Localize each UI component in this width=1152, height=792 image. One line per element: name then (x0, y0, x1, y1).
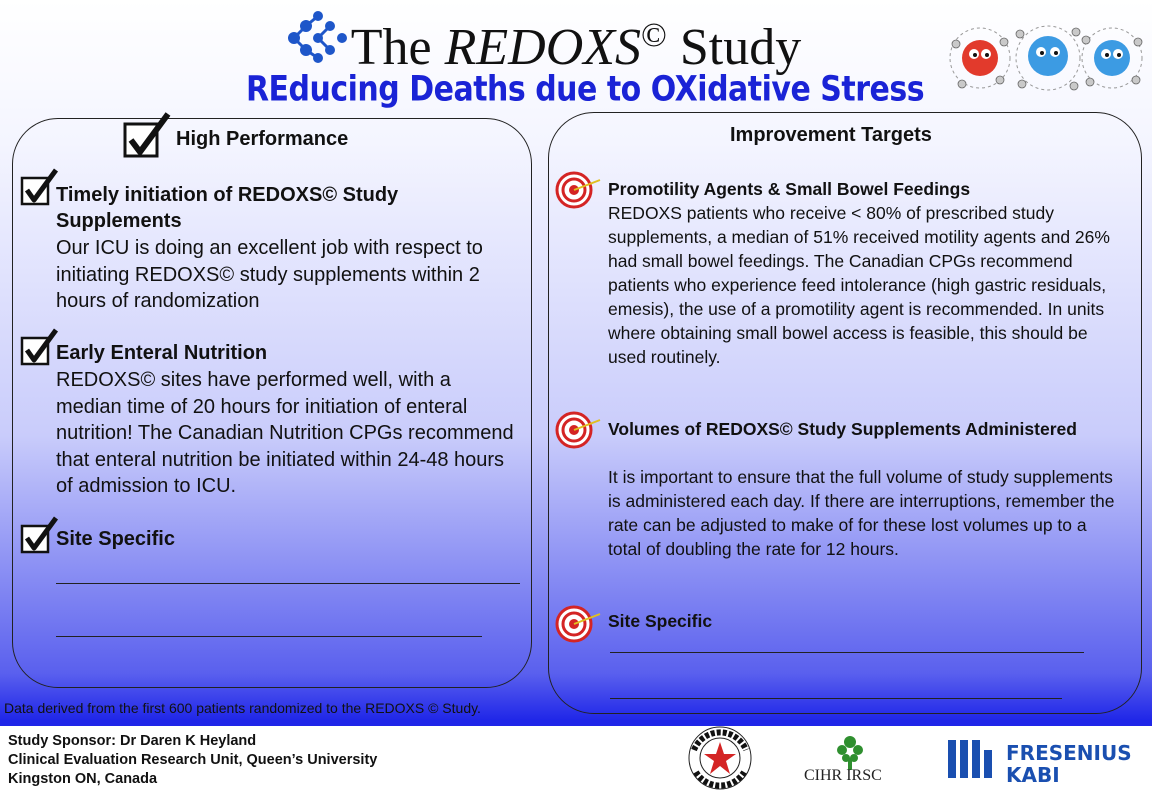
site-specific-title-right: Site Specific (608, 611, 713, 631)
cihr-logo (800, 730, 900, 792)
promotility-text: REDOXS patients who receive < 80% of prescribed study supplements, a median of 51% received motility agents and 26% had small bowel feedings. The Canadian CPGs recommend patients who experience feed intolerance (high gastric residuals, emesis), the use of a promotility agent is recommended. In units where obtaining small bowel access is feasible, this should be used routinely. (608, 203, 1110, 367)
title-name: REDOXS (444, 19, 642, 76)
timely-initiation-text: Our ICU is doing an excellent job with respect to initiating REDOXS© study supplements within 2 hours of randomization (56, 237, 483, 312)
sponsor-block (8, 732, 377, 789)
high-performance-header: High Performance (176, 128, 349, 150)
target-icon-2 (554, 410, 604, 450)
cihr-logo-text: CIHR IRSC (804, 767, 882, 784)
site-specific-blank-line-2 (56, 636, 482, 637)
site-specific-title-left: Site Specific (56, 528, 175, 550)
timely-initiation-title-line2: Supplements (56, 210, 182, 232)
fresenius-logo-text-2: KABI (1006, 763, 1060, 787)
target-icon-3 (554, 604, 604, 644)
timely-checkbox-icon (20, 166, 60, 206)
sponsor-line-3: Kingston ON, Canada (8, 771, 158, 787)
sponsor-line-2: Clinical Evaluation Research Unit, Queen’s University (8, 752, 378, 768)
early-enteral-text: REDOXS© sites have performed well, with a median time of 20 hours for initiation of enteral nutrition! The Canadian Nutrition CPGs recommend that enteral nutrition be initiated within 24-48 hours of admission to ICU. (56, 369, 514, 497)
early-enteral-title: Early Enteral Nutrition (56, 342, 268, 364)
header-checkbox-icon (122, 110, 174, 162)
volumes-title: Volumes of REDOXS© Study Supplements Administered (608, 419, 1077, 439)
timely-initiation-title: Timely initiation of REDOXS© Study (56, 184, 399, 206)
critical-care-trials-logo (684, 724, 756, 792)
promotility-title: Promotility Agents & Small Bowel Feedings (608, 179, 971, 199)
title-prefix: The (350, 19, 432, 76)
site-specific-checkbox-icon (20, 514, 60, 554)
title-mark: © (641, 17, 667, 54)
volumes-text: It is important to ensure that the full volume of study supplements is administered each day. If there are interruptions, remember the rate can be adjusted to make of for these lost volumes up to a total of doubling the rate for 12 hours. (608, 467, 1115, 559)
site-specific-blank-line-1 (56, 583, 520, 584)
improvement-targets-header: Improvement Targets (730, 124, 932, 146)
cartoon-molecules-icon (948, 14, 1148, 98)
right-blank-line-2 (610, 698, 1062, 699)
molecule-logo-icon (284, 8, 350, 64)
page-subtitle: REducing Deaths due to OXidative Stress (245, 69, 925, 110)
fresenius-logo-icon (946, 736, 996, 782)
title-suffix: Study (679, 19, 802, 76)
fresenius-logo-text-1: FRESENIUS (1006, 741, 1132, 765)
right-blank-line-1 (610, 652, 1084, 653)
target-icon-1 (554, 170, 604, 210)
early-enteral-checkbox-icon (20, 326, 60, 366)
sponsor-line-1: Study Sponsor: Dr Daren K Heyland (8, 733, 257, 749)
data-source-note: Data derived from the first 600 patients randomized to the REDOXS © Study. (4, 700, 481, 716)
